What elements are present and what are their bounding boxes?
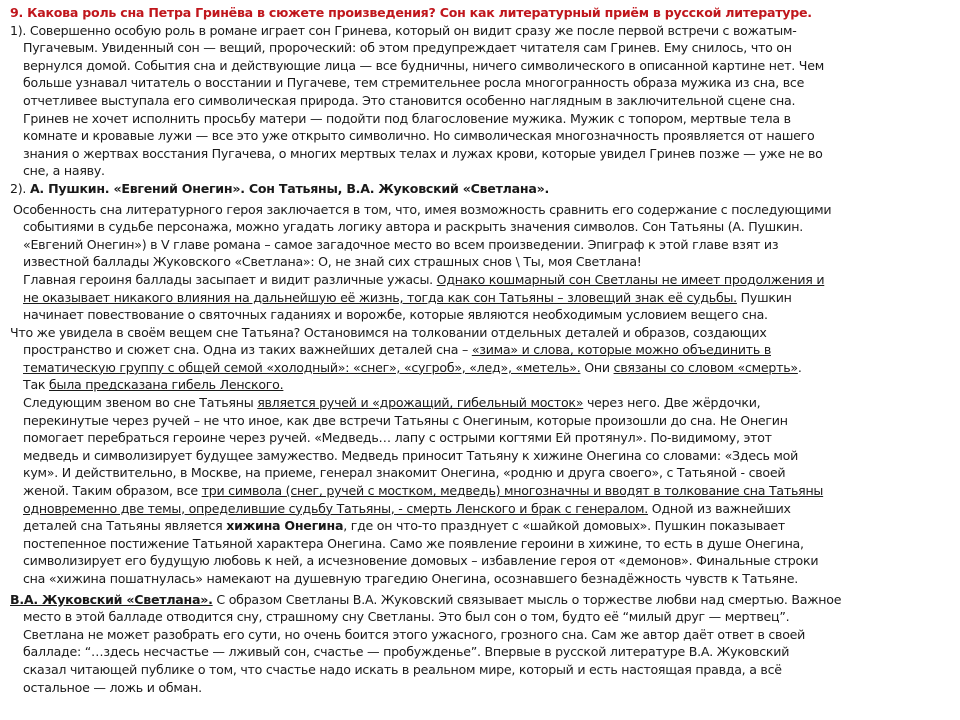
text-line: вернулся домой. События сна и действующие лица — все будничны, ничего символического в описанной картине нет. Чем: [23, 57, 824, 73]
underlined-text: связаны со словом «смерть»: [613, 359, 798, 375]
underlined-text: Однако кошмарный сон Светланы не имеет продолжения и: [436, 271, 825, 287]
text-line: остальное — ложь и обман.: [23, 679, 202, 695]
text-span: деталей сна Татьяны является: [23, 518, 227, 534]
text-line: балладе: “…здесь несчастье — лживый сон, счастье — пробужденье”. Впервые в русской литературе В.А. Жуковский: [23, 644, 790, 660]
text-line: событиями в судьбе персонажа, можно угадать логику автора и раскрыть значения символов. Сон Татьяны (А. Пушкин.: [23, 219, 803, 235]
bold-text: хижина Онегина: [226, 518, 344, 534]
text-line: перекинутые через ручей – не что иное, как две встречи Татьяны с Онегиным, которые произошли до сна. Не Онегин: [23, 412, 788, 428]
text-line: Что же увидела в своём вещем сне Татьяна? Остановимся на толковании отдельных деталей и образов, создающих: [10, 324, 767, 340]
text-span: Главная героиня баллады засыпает и видит различные ужасы.: [23, 271, 437, 287]
paragraph-winter-symbols: [10, 324, 942, 394]
text-line: комнате и кровавые лужи — все это уже открыто символично. Но символическая многозначность проявляется от нашего: [23, 128, 815, 144]
text-line: сна «хижина пошатнулась» намекают на душевную трагедию Онегина, осознавшего безнадёжность чувств к Татьяне.: [23, 571, 799, 586]
text-line: [10, 482, 942, 500]
section-number: 2).: [10, 180, 30, 196]
underlined-text: одновременно две темы, определившие судьбу Татьяны, - смерть Ленского и брак с генералом.: [23, 500, 649, 516]
text-line: 1). Совершенно особую роль в романе играет сон Гринева, который он видит сразу же после первой встречи с вожатым-: [10, 22, 797, 38]
text-span: Пушкин: [736, 289, 792, 305]
paragraph-grinev-dream: [10, 22, 942, 180]
text-line: начинает повествование о святочных гаданиях и ворожбе, которые являются необходимым условием вещего сна.: [23, 307, 768, 323]
text-line: [10, 359, 942, 377]
text-line: постепенное постижение Татьяной характера Онегина. Само же появление героини в хижине, то есть в душе Онегина,: [23, 535, 804, 551]
text-span: пространство и сюжет сна. Одна из таких важнейших деталей сна –: [23, 342, 472, 358]
text-line: символизирует его будущую любовь к ней, а исчезновение домовых – избавление героя от «демонов». Финальные строки: [23, 553, 819, 569]
section-heading-text: А. Пушкин. «Евгений Онегин». Сон Татьяны, В.А. Жуковский «Светлана».: [29, 180, 549, 196]
text-line: место в этой балладе отводится сну, страшному сну Светланы. Это был сон о том, будто её “милый друг — мертвец”.: [23, 609, 790, 625]
text-span: , где он что-то празднует с «шайкой домовых». Пушкин показывает: [343, 518, 785, 534]
underlined-text: является ручей и «дрожащий, гибельный мосток»: [257, 395, 584, 411]
underlined-text: не оказывает никакого влияния на дальнейшую её жизнь, тогда как сон Татьяны – зловещий знак её судьбы.: [23, 289, 737, 305]
text-line: [10, 271, 942, 289]
text-line: [10, 500, 942, 518]
section-heading-2: [10, 180, 942, 198]
text-line: Гринев не хочет исполнить просьбу матери — подойти под благословение мужика. Мужик с топором, мертвые тела в: [23, 110, 791, 126]
text-line: сказал читающей публике о том, что счастье надо искать в реальном мире, который и есть настоящая правда, а всё: [23, 661, 782, 677]
underlined-text: тематическую группу с общей семой «холодный»: «снег», «сугроб», «лед», «метель».: [23, 359, 581, 375]
text-span: женой. Таким образом, все: [23, 483, 202, 499]
question-title: 9. Какова роль сна Петра Гринёва в сюжете произведения? Сон как литературный приём в русской литературе.: [10, 5, 812, 20]
text-line: помогает перебраться героине через ручей. «Медведь… лапу с острыми когтями Ей протянул». По-видимому, этот: [23, 430, 772, 446]
text-span: Следующим звеном во сне Татьяны: [23, 395, 258, 411]
paragraph-bridge-bear-hut: [10, 394, 942, 588]
underlined-text: была предсказана гибель Ленского.: [49, 377, 284, 393]
text-span: через него. Две жёрдочки,: [583, 395, 761, 411]
text-span: С образом Светланы В.А. Жуковский связывает мысль о торжестве любви над смертью. Важное: [212, 591, 842, 607]
text-line: кум». И действительно, в Москве, на приеме, генерал знакомит Онегина, «родню и друга своего», с Татьяной - своей: [23, 465, 786, 481]
underlined-text: «зима» и слова, которые можно объединить в: [471, 342, 771, 358]
text-line: известной баллады Жуковского «Светлана»: О, не знай сих страшных снов \ Ты, моя Светлана!: [23, 254, 642, 270]
section-heading-text: В.А. Жуковский «Светлана».: [10, 591, 213, 607]
text-span: .: [797, 359, 802, 375]
paragraph-svetlana-vs-tatiana: [10, 271, 942, 324]
text-line: сне, а наяву.: [23, 163, 105, 179]
text-span: Одной из важнейших: [648, 500, 791, 516]
text-span: Так: [23, 377, 50, 393]
text-line: [10, 591, 942, 609]
paragraph-zhukovsky-svetlana: [10, 591, 942, 697]
text-line: больше узнавал читатель о восстании и Пугачеве, тем стремительнее росла многогранность образа мужика из сна, все: [23, 75, 805, 91]
text-span: Они: [580, 359, 614, 375]
text-line: «Евгений Онегин») в V главе романа – самое загадочное место во всем произведении. Эпиграф к этой главе взят из: [23, 236, 779, 252]
paragraph-tatiana-intro: [10, 201, 942, 271]
text-line: Пугачевым. Увиденный сон — вещий, пророческий: об этом предупреждает читателя сам Гринев. Ему снилось, что он: [23, 40, 792, 56]
text-line: [10, 376, 942, 394]
text-line: отчетливее выступала его символическая природа. Это становится особенно наглядным в заключительной сцене сна.: [23, 92, 796, 108]
text-line: [10, 289, 942, 307]
text-line: знания о жертвах восстания Пугачева, о многих мертвых телах и лужах крови, которые увидел Гринев позже — уже не во: [23, 145, 823, 161]
text-line: [10, 517, 942, 535]
text-line: [10, 341, 942, 359]
text-line: Особенность сна литературного героя заключается в том, что, имея возможность сравнить его содержание с последующими: [13, 201, 832, 217]
text-line: медведь и символизирует будущее замужество. Медведь приносит Татьяну к хижине Онегина со словами: «Здесь мой: [23, 447, 799, 463]
text-line: [10, 394, 942, 412]
underlined-text: три символа (снег, ручей с мостком, медведь) многозначны и вводят в толкование сна Татьяны: [201, 483, 824, 499]
text-line: Светлана не может разобрать его сути, но очень боится этого ужасного, грозного сна. Сам же автор даёт ответ в своей: [23, 626, 806, 642]
